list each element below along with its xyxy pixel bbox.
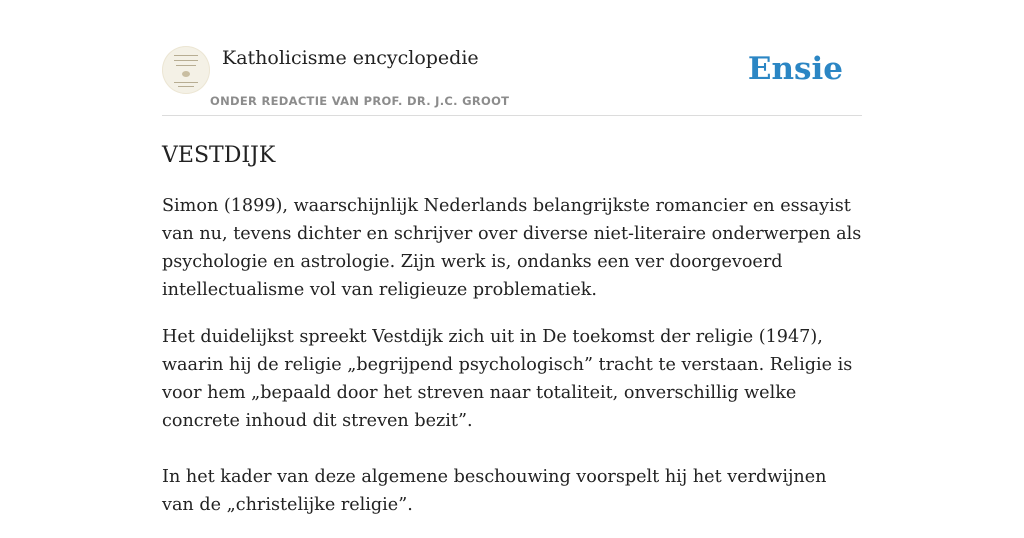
editor-credit: ONDER REDACTIE VAN PROF. DR. J.C. GROOT [210,94,510,108]
article-paragraph: In het kader van deze algemene beschouwing voorspelt hij het verdwijnen van de „christelijke religie”. [162,467,827,515]
cover-subtitle-line [176,65,196,66]
cover-title-line [174,55,198,56]
cover-footer-line [174,82,198,83]
article-paragraph: Het duidelijkst spreekt Vestdijk zich uit in De toekomst der religie (1947), waarin hij de religie „begrijpend psychologisch” tracht te verstaan. Religie is voor hem „bepaald door het streven naar totaliteit, onverschillig welke concrete inhoud dit streven bezit”. [162,327,853,431]
page [162,0,862,515]
book-cover-icon[interactable] [162,46,210,94]
cover-footer-line [178,86,194,87]
article-headword: VESTDIJK [162,143,276,168]
ensie-logo[interactable]: Ensie [747,51,843,87]
encyclopedia-header [162,0,862,116]
encyclopedia-title[interactable]: Katholicisme encyclopedie [222,47,479,69]
article-body [162,192,862,538]
article-paragraph: Simon (1899), waarschijnlijk Nederlands belangrijkste romancier en essayist van nu, tevens dichter en schrijver over diverse niet-literaire onderwerpen als psychologie en astrologie. Zijn werk is, ondanks een ver doorgevoerd intellectualisme vol van religieuze problematiek. [162,196,862,300]
cover-title-line [174,60,198,61]
cover-seal [182,71,190,77]
